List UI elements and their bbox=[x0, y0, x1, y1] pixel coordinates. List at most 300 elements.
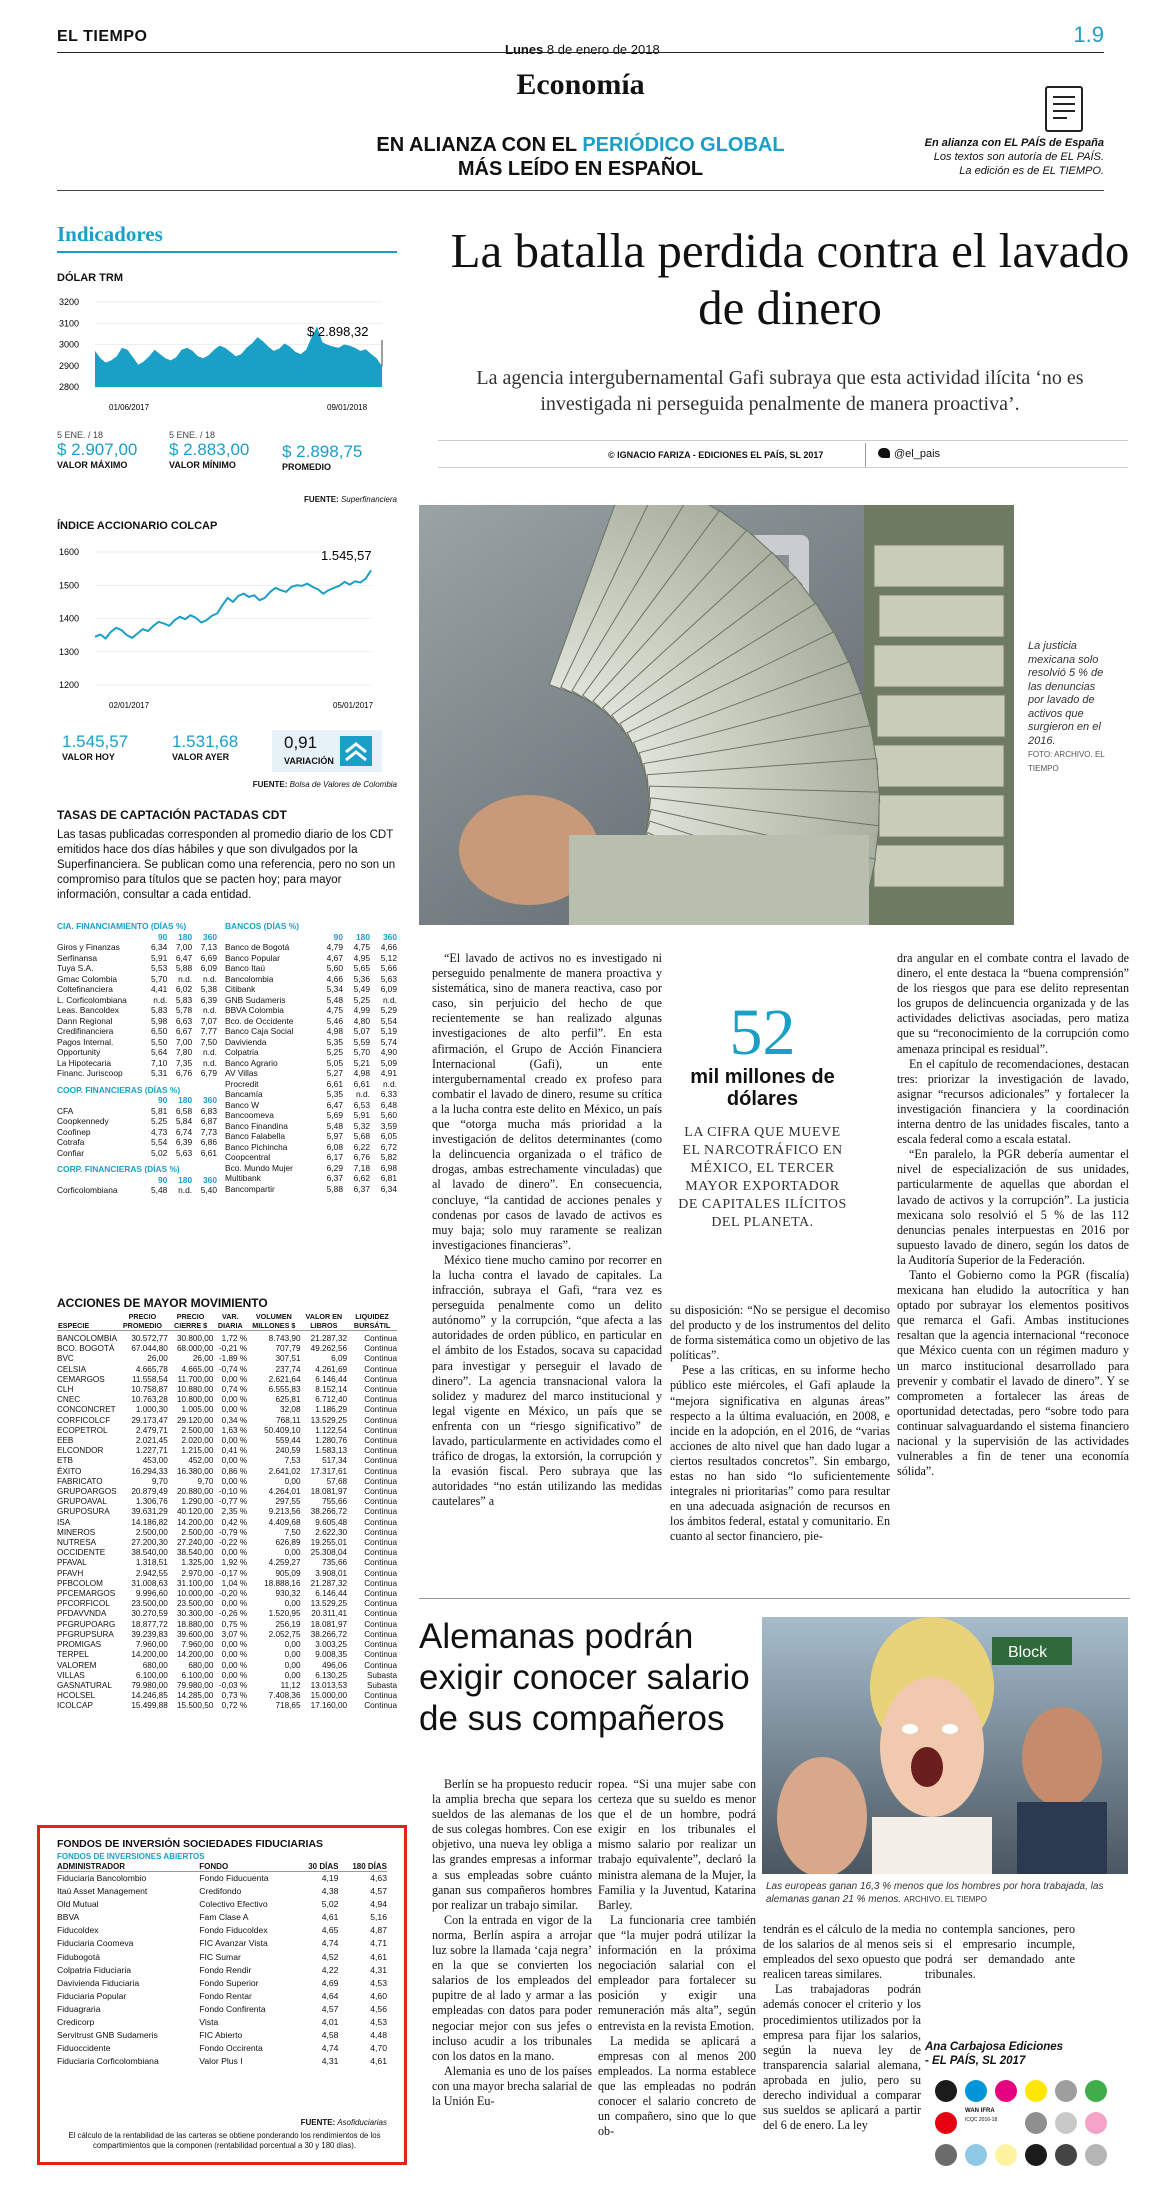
row-value: 7,50 bbox=[200, 1036, 217, 1047]
trm-x-start: 01/06/2017 bbox=[109, 403, 150, 412]
row-value: 5,97 bbox=[326, 1131, 343, 1141]
row-value: 256,19 bbox=[275, 1619, 301, 1629]
fondos-note: El cálculo de la rentabilidad de las carteras se obtiene ponderando los rendimientos de los compartimientos que la componen (rentabilidad porcentual a 30 y 180 días). bbox=[68, 2131, 381, 2150]
acciones-row bbox=[57, 1589, 397, 1599]
row-label: Servitrust GNB Sudameris bbox=[57, 2030, 158, 2041]
row-value: 5,48 bbox=[326, 994, 343, 1005]
color-swatch bbox=[995, 2144, 1017, 2166]
row-label bbox=[57, 1095, 142, 1106]
article-paragraph: dra angular en el combate contra el lavado de dinero, el ente destaca la “buena comprensión” de los riesgos que para ese delito representan los grupos de delincuencia organizada y de las actividades delictivas asociadas, pero matiza que su “reconocimiento de la corrupción como amenaza principal es residual”. bbox=[897, 951, 1129, 1056]
row-value: 6,87 bbox=[200, 1116, 217, 1126]
row-label: Davivienda Fiduciaria bbox=[57, 1977, 140, 1988]
row-value: 38.540,00 bbox=[131, 1548, 168, 1558]
row-value: 4,74 bbox=[321, 2043, 339, 2054]
row-value: 38.266,72 bbox=[310, 1629, 348, 1639]
acciones-row bbox=[57, 1650, 397, 1660]
row-value: 4.665,00 bbox=[181, 1364, 214, 1374]
row-value: 0,00 bbox=[284, 1660, 301, 1670]
acciones-row bbox=[57, 1426, 397, 1436]
row-value: 21.287,32 bbox=[310, 1578, 348, 1588]
row-value: 6,74 bbox=[175, 1126, 193, 1137]
fondos-header-cell: 30 DÍAS bbox=[296, 1862, 338, 1872]
row-value: 5,65 bbox=[353, 963, 370, 973]
row-value: 0,00 bbox=[284, 1640, 301, 1650]
row-value: Continua bbox=[364, 1374, 397, 1384]
row-value: 7.960,00 bbox=[181, 1640, 214, 1650]
colcap-y-tick: 1400 bbox=[59, 613, 80, 624]
color-swatch bbox=[1055, 2112, 1077, 2134]
row-value: 18.081,97 bbox=[310, 1487, 348, 1497]
row-value: 16.294,33 bbox=[131, 1466, 168, 1476]
article-column-1 bbox=[432, 951, 662, 1509]
row-value: 0,75 % bbox=[221, 1619, 248, 1629]
row-label: CORFICOLCF bbox=[57, 1415, 111, 1425]
row-value: 10.763,28 bbox=[131, 1395, 168, 1405]
row-value: Fondo Superior bbox=[199, 1977, 259, 1988]
cdt-row bbox=[225, 1005, 397, 1016]
row-value: -0,74 % bbox=[218, 1364, 248, 1374]
page-number: 1.9 bbox=[1073, 22, 1104, 47]
row-value: 9.008,35 bbox=[315, 1650, 348, 1660]
row-value: 6,81 bbox=[380, 1173, 397, 1183]
row-label: Banco Pichincha bbox=[225, 1141, 288, 1152]
row-value: 9.996,60 bbox=[135, 1589, 168, 1599]
row-value: 5,35 bbox=[326, 1089, 343, 1099]
row-value: 4,67 bbox=[326, 952, 343, 963]
row-value: 49.262,56 bbox=[310, 1344, 348, 1354]
row-value: 2.020,00 bbox=[181, 1436, 214, 1446]
cdt-row bbox=[57, 1037, 217, 1048]
row-value: 67.044,80 bbox=[131, 1344, 168, 1354]
fondos-row bbox=[57, 2003, 387, 2016]
row-label: GASNATURAL bbox=[57, 1680, 112, 1690]
row-value: 5,53 bbox=[150, 963, 168, 973]
row-value: 6,69 bbox=[200, 952, 217, 963]
row-value: Continua bbox=[364, 1589, 397, 1599]
row-value: 38.540,00 bbox=[176, 1548, 214, 1558]
row-value: 7,77 bbox=[200, 1026, 217, 1036]
color-registration-bar bbox=[935, 2080, 1125, 2180]
row-label: PROMIGAS bbox=[57, 1640, 102, 1650]
row-value: 5,98 bbox=[150, 1015, 168, 1026]
row-value: 6.130,25 bbox=[315, 1670, 348, 1680]
row-value: Continua bbox=[364, 1599, 397, 1609]
row-value: 4,58 bbox=[321, 2030, 339, 2041]
row-value: 453,00 bbox=[142, 1456, 168, 1466]
cdt-row bbox=[225, 1142, 397, 1153]
row-label: Cotrafa bbox=[57, 1137, 85, 1147]
row-value: 9,70 bbox=[151, 1476, 168, 1486]
row-value: 32,08 bbox=[280, 1405, 301, 1415]
row-label: Old Mutual bbox=[57, 1899, 99, 1910]
row-value: 6,98 bbox=[380, 1162, 397, 1173]
row-value: 10.758,87 bbox=[131, 1385, 168, 1395]
row-label: Banco de Bogotá bbox=[225, 942, 290, 952]
row-value: 6,39 bbox=[175, 1137, 193, 1147]
row-value: 5,88 bbox=[175, 963, 193, 973]
row-value: Continua bbox=[364, 1446, 397, 1456]
row-value: 8.743,90 bbox=[268, 1334, 301, 1343]
row-value: 19.255,01 bbox=[310, 1538, 348, 1548]
row-value: 6,37 bbox=[326, 1173, 343, 1183]
row-value: 7,50 bbox=[284, 1527, 301, 1537]
trm-source bbox=[57, 495, 397, 504]
row-value: 0,00 bbox=[284, 1548, 301, 1558]
row-value: 4,73 bbox=[150, 1126, 168, 1137]
trm-y-tick: 3100 bbox=[59, 318, 80, 329]
row-value: 5,91 bbox=[353, 1110, 370, 1120]
row-value: 4,98 bbox=[326, 1026, 343, 1036]
fondos-row bbox=[57, 1924, 387, 1937]
cdt-row bbox=[57, 942, 217, 953]
row-value: 1.325,00 bbox=[181, 1558, 214, 1568]
row-value: Continua bbox=[364, 1619, 397, 1629]
color-swatch bbox=[1085, 2080, 1107, 2102]
row-value: 1.227,71 bbox=[135, 1446, 168, 1456]
row-value: 360 bbox=[203, 1174, 217, 1185]
cdt-row bbox=[225, 1184, 397, 1195]
row-value: 4,41 bbox=[150, 984, 168, 994]
row-value: n.d. bbox=[178, 973, 193, 984]
color-swatch bbox=[935, 2112, 957, 2134]
row-value: -0,26 % bbox=[218, 1609, 248, 1619]
row-value: Continua bbox=[364, 1476, 397, 1486]
row-value: 90 bbox=[333, 931, 343, 942]
row-label: BCO. BOGOTÁ bbox=[57, 1344, 115, 1354]
colcap-y-tick: 1200 bbox=[59, 680, 80, 690]
row-value: 39.239,83 bbox=[131, 1629, 168, 1639]
acciones-header-cell: VALOR EN LIBROS bbox=[305, 1312, 343, 1330]
row-label: L. Corficolombiana bbox=[57, 994, 127, 1005]
row-label: Credicorp bbox=[57, 2017, 95, 2028]
color-swatch bbox=[965, 2144, 987, 2166]
photo-caption-text: La justicia mexicana solo resolvió 5 % de las denuncias por lavado de activos que surgieron en el 2016. bbox=[1028, 640, 1104, 747]
row-value: Continua bbox=[364, 1344, 397, 1354]
row-value: -0,10 % bbox=[218, 1487, 248, 1497]
article-paragraph: “En paralelo, la PGR debería aumentar el nivel de especialización de sus unidades, particularmente de aquellas que abordan el lavado de activos y la corrupción”. La justicia mexicana solo resolvió el 5 % de las 112 denuncias penales interpuestas en 2016 por supuesto lavado de dinero, según los datos de la Auditoría Superior de la Federación. bbox=[897, 1147, 1129, 1267]
row-label: BBVA bbox=[57, 1912, 80, 1923]
row-value: 5,70 bbox=[150, 973, 168, 984]
row-label: BBVA Colombia bbox=[225, 1005, 284, 1015]
row-value: 4,61 bbox=[370, 1951, 387, 1962]
row-value: 6,76 bbox=[175, 1068, 193, 1078]
row-value: 7,35 bbox=[175, 1057, 193, 1068]
photo-credit: FOTO: ARCHIVO. EL TIEMPO bbox=[1028, 750, 1105, 773]
row-label bbox=[57, 1175, 142, 1186]
row-value: Fondo Occirenta bbox=[199, 2043, 263, 2054]
row-label: MINEROS bbox=[57, 1527, 96, 1537]
cdt-group-title-text: CORP. FINANCIERAS (DÍAS %) bbox=[57, 1164, 180, 1174]
row-label: Bancoomeva bbox=[225, 1110, 274, 1120]
row-value: 1.122,54 bbox=[315, 1425, 348, 1435]
cdt-group-title bbox=[225, 921, 397, 932]
row-value: 29.173,47 bbox=[131, 1415, 168, 1425]
cdt-row bbox=[225, 1037, 397, 1048]
row-value: Vista bbox=[199, 2017, 219, 2028]
row-label: La Hipotecaria bbox=[57, 1057, 112, 1068]
article2-column-2 bbox=[598, 1777, 756, 2139]
alliance-text-a: EN ALIANZA CON EL bbox=[376, 134, 577, 156]
row-label: Opportunity bbox=[57, 1047, 101, 1057]
row-value: 4,53 bbox=[370, 2017, 387, 2028]
row-value: 496,06 bbox=[322, 1660, 348, 1670]
row-value: 2.970,00 bbox=[181, 1568, 214, 1578]
row-value: 18.880,00 bbox=[176, 1619, 214, 1629]
trm-kpi-max bbox=[57, 430, 167, 470]
cdt-row bbox=[57, 995, 217, 1006]
row-value: 5,64 bbox=[150, 1047, 168, 1057]
row-value: 39.600,00 bbox=[176, 1629, 214, 1639]
trm-x-end: 09/01/2018 bbox=[327, 403, 368, 412]
row-value: 38.266,72 bbox=[310, 1507, 348, 1517]
issue-date bbox=[505, 42, 660, 57]
row-label: CELSIA bbox=[57, 1364, 87, 1374]
row-value: 50.409,10 bbox=[264, 1425, 301, 1435]
cdt-row bbox=[225, 1047, 397, 1058]
svg-text:Block: Block bbox=[1008, 1644, 1048, 1661]
photo2-caption-text: Las europeas ganan 16,3 % menos que los hombres por hora trabajada, las alemanas ganan 21 % menos. bbox=[766, 1881, 1104, 1905]
row-value: Continua bbox=[364, 1578, 397, 1588]
row-label: GRUPOAVAL bbox=[57, 1497, 107, 1507]
article2-column-3 bbox=[763, 1922, 921, 2133]
cdt-row bbox=[57, 984, 217, 995]
row-value: 6,58 bbox=[175, 1105, 193, 1116]
row-value: 6,09 bbox=[380, 984, 397, 994]
row-value: 0,00 % bbox=[221, 1548, 248, 1558]
row-label: Banco Popular bbox=[225, 952, 280, 963]
row-value: 5,35 bbox=[326, 1036, 343, 1047]
row-value: 559,44 bbox=[275, 1436, 301, 1446]
acciones-row bbox=[57, 1538, 397, 1548]
trm-chart-title: DÓLAR TRM bbox=[57, 272, 123, 284]
fondos-row bbox=[57, 2055, 387, 2068]
row-value: 1.215,00 bbox=[181, 1446, 214, 1456]
acciones-row bbox=[57, 1446, 397, 1456]
row-label: Bco. Mundo Mujer bbox=[225, 1162, 293, 1173]
issue-date-rest: 8 de enero de 2018 bbox=[546, 42, 660, 57]
row-value: 4,98 bbox=[353, 1068, 370, 1078]
row-value: -1,89 % bbox=[218, 1354, 248, 1364]
article-paragraph: no contempla sanciones, pero si el empresario incumple, podrá ser demandado ante tribunales. bbox=[925, 1922, 1075, 1982]
fondos-source-label: FUENTE: bbox=[300, 2118, 336, 2127]
row-value: Fondo Fiducoldex bbox=[199, 1925, 268, 1936]
acciones-row bbox=[57, 1416, 397, 1426]
row-value: 6,61 bbox=[326, 1078, 343, 1089]
row-value: 11,12 bbox=[280, 1680, 301, 1690]
row-value: 14.200,00 bbox=[131, 1650, 168, 1660]
row-value: 90 bbox=[157, 931, 168, 942]
row-value: 4,66 bbox=[380, 942, 397, 952]
row-value: 10.800,00 bbox=[176, 1395, 214, 1405]
row-label: Credifinanciera bbox=[57, 1026, 114, 1036]
row-value: 5,48 bbox=[150, 1185, 168, 1195]
row-label: Colpatria Fiduciaria bbox=[57, 1964, 132, 1975]
row-value: 4,57 bbox=[321, 2003, 339, 2014]
fondos-row bbox=[57, 1964, 387, 1977]
indicators-title: Indicadores bbox=[57, 222, 397, 253]
article2-column-4 bbox=[925, 1922, 1075, 1982]
row-label: CONCONCRET bbox=[57, 1405, 116, 1415]
row-value: Continua bbox=[364, 1415, 397, 1425]
row-value: 15.000,00 bbox=[310, 1691, 348, 1701]
row-label: PFAVH bbox=[57, 1568, 84, 1578]
acciones-header-cell: VAR. DIARIA bbox=[217, 1312, 243, 1330]
row-label: PFAVAL bbox=[57, 1558, 87, 1568]
colcap-x-start: 02/01/2017 bbox=[109, 701, 150, 710]
acciones-row bbox=[57, 1528, 397, 1538]
alliance-text-c: MÁS LEÍDO EN ESPAÑOL bbox=[457, 158, 704, 180]
row-value: 5,69 bbox=[326, 1110, 343, 1120]
row-value: 5,46 bbox=[326, 1015, 343, 1026]
row-value: 6,67 bbox=[175, 1026, 193, 1036]
row-value: 5,91 bbox=[150, 952, 168, 963]
row-label: CLH bbox=[57, 1385, 74, 1395]
row-value: 5,83 bbox=[175, 994, 193, 1005]
row-value: 6.555,83 bbox=[268, 1385, 301, 1395]
article-separator bbox=[419, 1598, 1130, 1599]
row-value: 11.558,54 bbox=[131, 1374, 168, 1384]
color-swatch bbox=[935, 2144, 957, 2166]
colcap-y-tick: 1600 bbox=[59, 547, 80, 557]
row-value: 39.631,29 bbox=[131, 1507, 168, 1517]
row-value: 5,54 bbox=[380, 1015, 397, 1026]
acciones-row bbox=[57, 1354, 397, 1364]
byline-divider bbox=[865, 443, 866, 467]
row-label: Serfinansa bbox=[57, 952, 98, 963]
cdt-group-title bbox=[57, 1158, 217, 1175]
cdt-row bbox=[57, 1047, 217, 1058]
row-value: 29.120,00 bbox=[176, 1415, 214, 1425]
colcap-source bbox=[57, 780, 397, 789]
colcap-kpi-today-value: 1.545,57 bbox=[62, 732, 129, 751]
row-value: 307,51 bbox=[275, 1354, 301, 1364]
row-value: 7,80 bbox=[175, 1047, 193, 1057]
row-value: 6,72 bbox=[380, 1141, 397, 1152]
row-value: 0,41 % bbox=[221, 1446, 248, 1456]
row-value: 30.270,59 bbox=[131, 1609, 168, 1619]
row-value: 0,00 bbox=[284, 1476, 301, 1486]
row-value: 4,79 bbox=[326, 942, 343, 952]
row-value: n.d. bbox=[153, 994, 168, 1005]
row-label: NUTRESA bbox=[57, 1538, 97, 1548]
row-label: Davivienda bbox=[225, 1036, 267, 1047]
alliance-note-1: En alianza con EL PAÍS de España bbox=[924, 137, 1104, 149]
row-value: 4.259,27 bbox=[268, 1558, 301, 1568]
trm-y-tick: 2900 bbox=[59, 360, 80, 371]
row-value: 6,37 bbox=[353, 1183, 370, 1194]
row-value: Continua bbox=[364, 1487, 397, 1497]
article-paragraph: Tanto el Gobierno como la PGR (fiscalía) mexicana han eludido la autocrítica y han optado por subrayar los elementos positivos que remarca el Gafi. Ambas instituciones resaltan que la agencia internacional “reconoce que México cuenta con un régimen maduro y un marco institucional desarrollado para prevenir y combatir el lavado de dinero”. Y se comprometen a fortalecer las áreas de oportunidad detectadas, pero “sobre todo para continuar salvaguardando el sistema financiero nacional y la supervisión de las actividades vulnerables a fin de tener una economía sólida”. bbox=[897, 1267, 1129, 1479]
row-value: 0,42 % bbox=[221, 1517, 248, 1527]
acciones-row bbox=[57, 1507, 397, 1517]
row-value: -0,20 % bbox=[218, 1589, 248, 1599]
row-value: 9,70 bbox=[197, 1476, 214, 1486]
colcap-kpi-yesterday-value: 1.531,68 bbox=[172, 732, 239, 751]
pull-quote-number: 52 bbox=[729, 996, 796, 1069]
row-value: 57,68 bbox=[326, 1476, 348, 1486]
row-value: 4,61 bbox=[321, 1912, 339, 1923]
colcap-source-label: FUENTE: bbox=[252, 780, 288, 789]
fondos-row bbox=[57, 1990, 387, 2003]
cdt-group-title-text: BANCOS (DÍAS %) bbox=[225, 921, 299, 931]
twitter-handle[interactable] bbox=[878, 448, 940, 460]
row-value: 5,02 bbox=[150, 1147, 168, 1158]
row-label: Fiduciaria Corficolombiana bbox=[57, 2056, 159, 2067]
row-value: 4,90 bbox=[380, 1047, 397, 1057]
row-label: Itaú Asset Management bbox=[57, 1886, 148, 1897]
acciones-row bbox=[57, 1671, 397, 1681]
row-label: Confiar bbox=[57, 1147, 84, 1158]
row-value: Continua bbox=[364, 1354, 397, 1364]
row-label bbox=[57, 932, 142, 943]
row-value: n.d. bbox=[203, 1047, 217, 1057]
cdt-row bbox=[57, 1068, 217, 1079]
acciones-row bbox=[57, 1436, 397, 1446]
row-label: Coopcentral bbox=[225, 1152, 271, 1162]
row-value: Continua bbox=[364, 1568, 397, 1578]
row-value: 17.160,00 bbox=[310, 1701, 348, 1711]
row-value: 5,49 bbox=[353, 984, 370, 994]
row-value: 7.408,36 bbox=[268, 1691, 301, 1701]
row-label: Coltefinanciera bbox=[57, 984, 113, 994]
row-label: PFCEMARGOS bbox=[57, 1589, 116, 1599]
cdt-row bbox=[57, 1127, 217, 1138]
row-value: 6,47 bbox=[175, 952, 193, 963]
row-value: Continua bbox=[364, 1650, 397, 1660]
row-value: 7,73 bbox=[200, 1126, 217, 1137]
row-value: 6,62 bbox=[353, 1173, 370, 1183]
row-label: Multibank bbox=[225, 1173, 261, 1183]
row-value: 707,79 bbox=[275, 1344, 301, 1354]
row-label: Corficolombiana bbox=[57, 1185, 118, 1195]
row-value: Subasta bbox=[366, 1670, 397, 1680]
cdt-row bbox=[57, 1116, 217, 1127]
money-photo bbox=[419, 505, 1014, 925]
row-value: 5,25 bbox=[150, 1116, 168, 1126]
row-label: Gmac Colombia bbox=[57, 973, 118, 984]
colcap-chart bbox=[57, 540, 397, 710]
row-label: AV Villas bbox=[225, 1068, 258, 1078]
row-label: VILLAS bbox=[57, 1670, 85, 1680]
colcap-kpis bbox=[57, 730, 397, 772]
acciones-row bbox=[57, 1456, 397, 1466]
row-value: 6,09 bbox=[331, 1354, 348, 1364]
row-value: 5,16 bbox=[370, 1912, 387, 1923]
row-value: Continua bbox=[364, 1395, 397, 1405]
acciones-row bbox=[57, 1661, 397, 1671]
row-value: n.d. bbox=[356, 1089, 370, 1099]
row-value: 0,00 bbox=[284, 1599, 301, 1609]
row-value: 68.000,00 bbox=[176, 1344, 214, 1354]
cdt-group-title bbox=[57, 921, 217, 932]
row-value: 7.960,00 bbox=[135, 1640, 168, 1650]
row-value: 5,40 bbox=[200, 1185, 217, 1195]
row-value: 6,53 bbox=[353, 1099, 370, 1110]
header-rule-bottom bbox=[57, 190, 1104, 191]
row-value: 2.500,00 bbox=[181, 1527, 214, 1537]
acciones-row bbox=[57, 1620, 397, 1630]
row-value: 17.317,61 bbox=[310, 1466, 348, 1476]
row-value: 1.290,00 bbox=[181, 1497, 214, 1507]
row-value: 15.500,50 bbox=[176, 1701, 214, 1711]
cdt-row bbox=[225, 1173, 397, 1184]
row-label: BANCOLOMBIA bbox=[57, 1334, 118, 1343]
row-value: 0,73 % bbox=[221, 1691, 248, 1701]
pull-quote-text: LA CIFRA QUE MUEVE EL NARCOTRÁFICO EN MÉXICO, EL TERCER MAYOR EXPORTADOR DE CAPITALES ILÍCITOS DEL PLANETA. bbox=[678, 1125, 847, 1230]
acciones-row bbox=[57, 1701, 397, 1711]
row-value: 3.003,25 bbox=[315, 1640, 348, 1650]
row-value: 13.529,25 bbox=[310, 1415, 348, 1425]
